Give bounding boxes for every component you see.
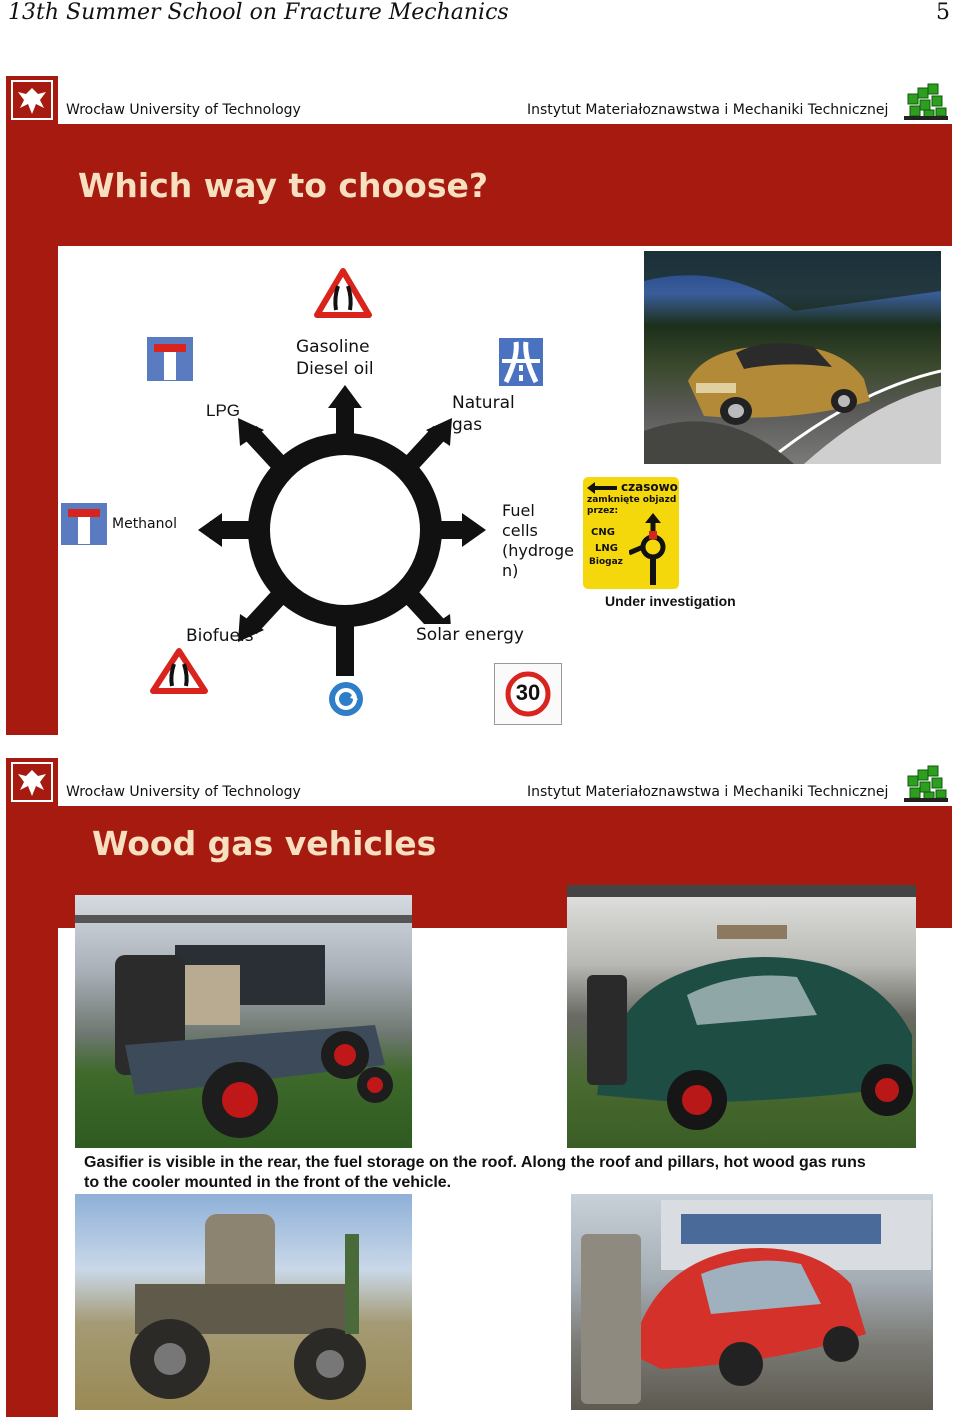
university-logo-2 bbox=[6, 758, 58, 806]
photo-tractor-gasifier bbox=[75, 895, 412, 1148]
green-car-illustration bbox=[567, 885, 916, 1148]
slide-1 bbox=[0, 70, 960, 735]
photo-green-car bbox=[567, 885, 916, 1148]
car-photo bbox=[644, 251, 941, 464]
page-number: 5 bbox=[936, 0, 950, 25]
road-narrows-sign-bottom bbox=[150, 648, 208, 694]
left-side-bar-2 bbox=[6, 928, 58, 1417]
detour-sign bbox=[583, 477, 679, 589]
route-natural-gas: Natural gas bbox=[452, 393, 515, 435]
route-biofuels: Biofuels bbox=[186, 626, 254, 646]
caption-line-1: Gasifier is visible in the rear, the fuel storage on the roof. Along the roof and pillars, hot wood gas runs bbox=[84, 1154, 866, 1171]
route-gasoline: Gasoline Diesel oil bbox=[296, 337, 374, 379]
slide-2 bbox=[0, 752, 960, 1417]
caption-line-2: to the cooler mounted in the front of the vehicle. bbox=[84, 1174, 452, 1191]
running-title: 13th Summer School on Fracture Mechanics bbox=[8, 0, 509, 25]
green-cube-logo-2 bbox=[900, 758, 952, 806]
eagle-icon bbox=[6, 76, 58, 124]
detour-title: czasowo bbox=[621, 480, 678, 494]
roundabout-sign bbox=[326, 680, 366, 718]
detour-route-icon bbox=[629, 513, 675, 585]
photo-old-tractor bbox=[75, 1194, 412, 1410]
old-tractor-illustration bbox=[75, 1194, 412, 1410]
dead-end-sign-top bbox=[146, 336, 194, 382]
cube-cluster-icon bbox=[900, 76, 952, 124]
detour-line2: przez: bbox=[587, 506, 619, 516]
route-fuel-cells: Fuel cells (hydroge n) bbox=[502, 501, 575, 580]
left-arrow-icon bbox=[587, 482, 617, 494]
speed-limit-value: 30 bbox=[515, 680, 541, 705]
car-illustration bbox=[644, 251, 941, 464]
motorway-sign bbox=[498, 337, 544, 387]
university-logo bbox=[6, 76, 58, 124]
under-investigation-label: Under investigation bbox=[605, 593, 736, 609]
route-solar: Solar energy bbox=[416, 625, 524, 645]
road-narrows-sign-top bbox=[314, 268, 372, 318]
detour-opt3: Biogaz bbox=[589, 557, 623, 567]
detour-opt1: CNG bbox=[591, 527, 615, 538]
institute-name: Instytut Materiałoznawstwa i Mechaniki Technicznej bbox=[527, 102, 889, 118]
university-name-2: Wrocław University of Technology bbox=[66, 784, 301, 800]
detour-opt2: LNG bbox=[595, 543, 618, 554]
university-name: Wrocław University of Technology bbox=[66, 102, 301, 118]
route-lpg: LPG bbox=[206, 401, 241, 420]
slide-title: Which way to choose? bbox=[78, 166, 488, 205]
caption bbox=[84, 1153, 944, 1193]
institute-name-2: Instytut Materiałoznawstwa i Mechaniki Technicznej bbox=[527, 784, 889, 800]
tractor-illustration bbox=[75, 895, 412, 1148]
route-methanol: Methanol bbox=[112, 516, 177, 532]
left-side-bar bbox=[6, 246, 58, 735]
eagle-icon bbox=[6, 758, 58, 806]
detour-line1: zamknięte objazd bbox=[587, 495, 677, 505]
photo-red-car bbox=[571, 1194, 933, 1410]
dead-end-sign-left bbox=[60, 502, 108, 546]
slide-title-2: Wood gas vehicles bbox=[92, 824, 437, 863]
speed-limit-sign bbox=[494, 663, 562, 725]
red-car-illustration bbox=[571, 1194, 933, 1410]
green-cube-logo bbox=[900, 76, 952, 124]
cube-cluster-icon bbox=[900, 758, 952, 806]
